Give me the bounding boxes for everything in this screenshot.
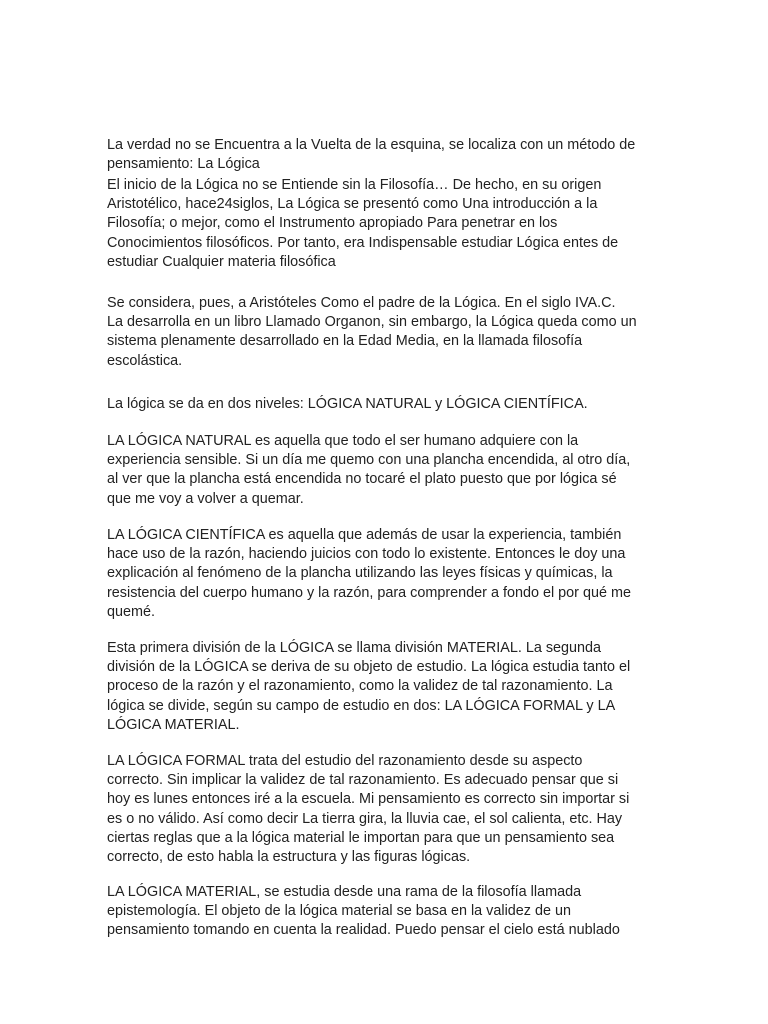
paragraph-text: LA LÓGICA CIENTÍFICA es aquella que además de usar la experiencia, también hace uso de la razón, haciendo juicios con todo lo existente. Entonces le doy una explicación al fenómeno de la plancha utilizando las leyes físicas y químicas, la resistencia del cuerpo humano y la razón, para comprender a fondo el por qué me quemé. [107, 527, 631, 620]
paragraph-aristotle [107, 294, 667, 371]
paragraph-text: La lógica se da en dos niveles: LÓGICA NATURAL y LÓGICA CIENTÍFICA. [107, 396, 588, 412]
paragraph-division [107, 639, 667, 735]
paragraph-text: LA LÓGICA NATURAL es aquella que todo el ser humano adquiere con la experiencia sensible. Si un día me quemo con una plancha encendida, al otro día, al ver que la plancha está encendida no tocaré el plato puesto que por lógica sé que me voy a volver a quemar. [107, 433, 631, 507]
paragraph-text: Se considera, pues, a Aristóteles Como el padre de la Lógica. En el siglo IVA.C. La desarrolla en un libro Llamado Organon, sin embargo, la Lógica queda como un sistema plenamente desarrollado en la Edad Media, en la llamada filosofía escolástica. [107, 295, 637, 369]
paragraph-text: LA LÓGICA FORMAL trata del estudio del razonamiento desde su aspecto correcto. Sin implicar la validez de tal razonamiento. Es adecuado pensar que si hoy es lunes entonces iré a la escuela. Mi pensamiento es correcto sin importar si es o no válido. Así como decir La tierra gira, la lluvia cae, el sol calienta, etc. Hay ciertas reglas que a la lógica material le importan para que un pensamiento sea correcto, de esto habla la estructura y las figuras lógicas. [107, 753, 630, 866]
paragraph-scientific-logic [107, 526, 667, 622]
paragraph-text: Esta primera división de la LÓGICA se llama división MATERIAL. La segunda división de la LÓGICA se deriva de su objeto de estudio. La lógica estudia tanto el proceso de la razón y el razonamiento, como la validez de tal razonamiento. La lógica se divide, según su campo de estudio en dos: LA LÓGICA FORMAL y LA LÓGICA MATERIAL. [107, 640, 631, 733]
paragraph-text: LA LÓGICA MATERIAL, se estudia desde una rama de la filosofía llamada epistemología. El objeto de la lógica material se basa en la validez de un pensamiento tomando en cuenta la realidad. Puedo pensar el cielo está nublado [107, 884, 620, 939]
paragraph-intro [107, 136, 667, 174]
paragraph-text: El inicio de la Lógica no se Entiende sin la Filosofía… De hecho, en su origen Aristotélico, hace24siglos, La Lógica se presentó como Una introducción a la Filosofía; o mejor, como el Instrumento apropiado Para penetrar en los Conocimientos filosóficos. Por tanto, era Indispensable estudiar Lógica entes de estudiar Cualquier materia filosófica [107, 177, 619, 270]
paragraph-formal-logic [107, 752, 667, 867]
paragraph-material-logic [107, 883, 667, 941]
paragraph-natural-logic [107, 432, 667, 509]
paragraph-levels [107, 395, 667, 414]
paragraph-text: La verdad no se Encuentra a la Vuelta de la esquina, se localiza con un método de pensamiento: La Lógica [107, 137, 636, 173]
paragraph-origin [107, 176, 667, 272]
